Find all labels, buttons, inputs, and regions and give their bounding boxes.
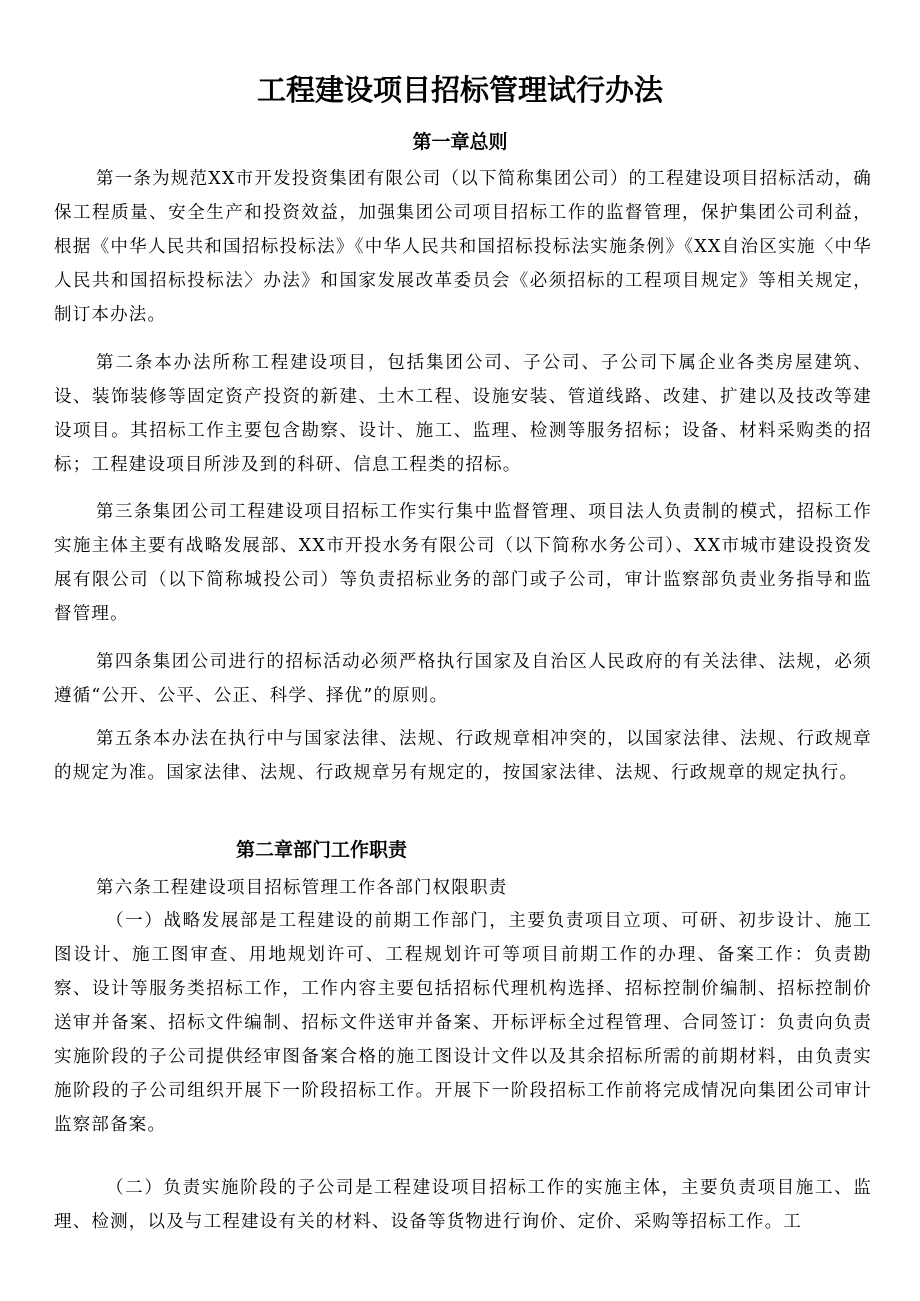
article-3: 第三条集团公司工程建设项目招标工作实行集中监督管理、项目法人负责制的模式，招标工作实施主体主要有战略发展部、XX市开投水务有限公司（以下简称水务公司）、XX市城市建设投资发展有限公司（以下简称城投公司）等负责招标业务的部门或子公司，审计监察部负责业务指导和监督管理。 <box>54 502 872 624</box>
article-6-item-1: （一）战略发展部是工程建设的前期工作部门，主要负责项目立项、可研、初步设计、施工图设计、施工图审查、用地规划许可、工程规划许可等项目前期工作的办理、备案工作：负责勘察、设计等服务类招标工作，工作内容主要包括招标代理机构选择、招标控制价编制、招标控制价送审并备案、招标文件编制、招标文件送审并备案、开标评标全过程管理、合同签订：负责向负责实施阶段的子公司提供经审图备案合格的施工图设计文件以及其余招标所需的前期材料，由负责实施阶段的子公司组织开展下一阶段招标工作。开展下一阶段招标工作前将完成情况向集团公司审计监察部备案。 <box>54 911 872 1135</box>
document-title: 工程建设项目招标管理试行办法 <box>256 73 663 107</box>
article-5: 第五条本办法在执行中与国家法律、法规、行政规章相冲突的，以国家法律、法规、行政规章的规定为准。国家法律、法规、行政规章另有规定的，按国家法律、法规、行政规章的规定执行。 <box>54 729 872 783</box>
article-6: 第六条工程建设项目招标管理工作各部门权限职责 <box>96 878 508 898</box>
article-4: 第四条集团公司进行的招标活动必须严格执行国家及自治区人民政府的有关法律、法规，必须遵循“公开、公平、公正、科学、择优”的原则。 <box>54 652 872 706</box>
article-2: 第二条本办法所称工程建设项目，包括集团公司、子公司、子公司下属企业各类房屋建筑、设、装饰装修等固定资产投资的新建、土木工程、设施安装、管道线路、改建、扩建以及技改等建设项目。其招标工作主要包含勘察、设计、施工、监理、检测等服务招标；设备、材料采购类的招标；工程建设项目所涉及到的科研、信息工程类的招标。 <box>54 353 872 475</box>
article-1: 第一条为规范XX市开发投资集团有限公司（以下简称集团公司）的工程建设项目招标活动，确保工程质量、安全生产和投资效益，加强集团公司项目招标工作的监督管理，保护集团公司利益，根据《中华人民共和国招标投标法》《中华人民共和国招标投标法实施条例》《XX自治区实施〈中华人民共和国招标投标法〉办法》和国家发展改革委员会《必须招标的工程项目规定》等相关规定，制订本办法。 <box>54 169 872 325</box>
article-6-item-2: （二）负责实施阶段的子公司是工程建设项目招标工作的实施主体，主要负责项目施工、监理、检测，以及与工程建设有关的材料、设备等货物进行询价、定价、采购等招标工作。工 <box>54 1178 872 1232</box>
chapter-2-heading: 第二章部门工作职责 <box>236 839 408 861</box>
chapter-1-heading: 第一章总则 <box>412 131 508 153</box>
